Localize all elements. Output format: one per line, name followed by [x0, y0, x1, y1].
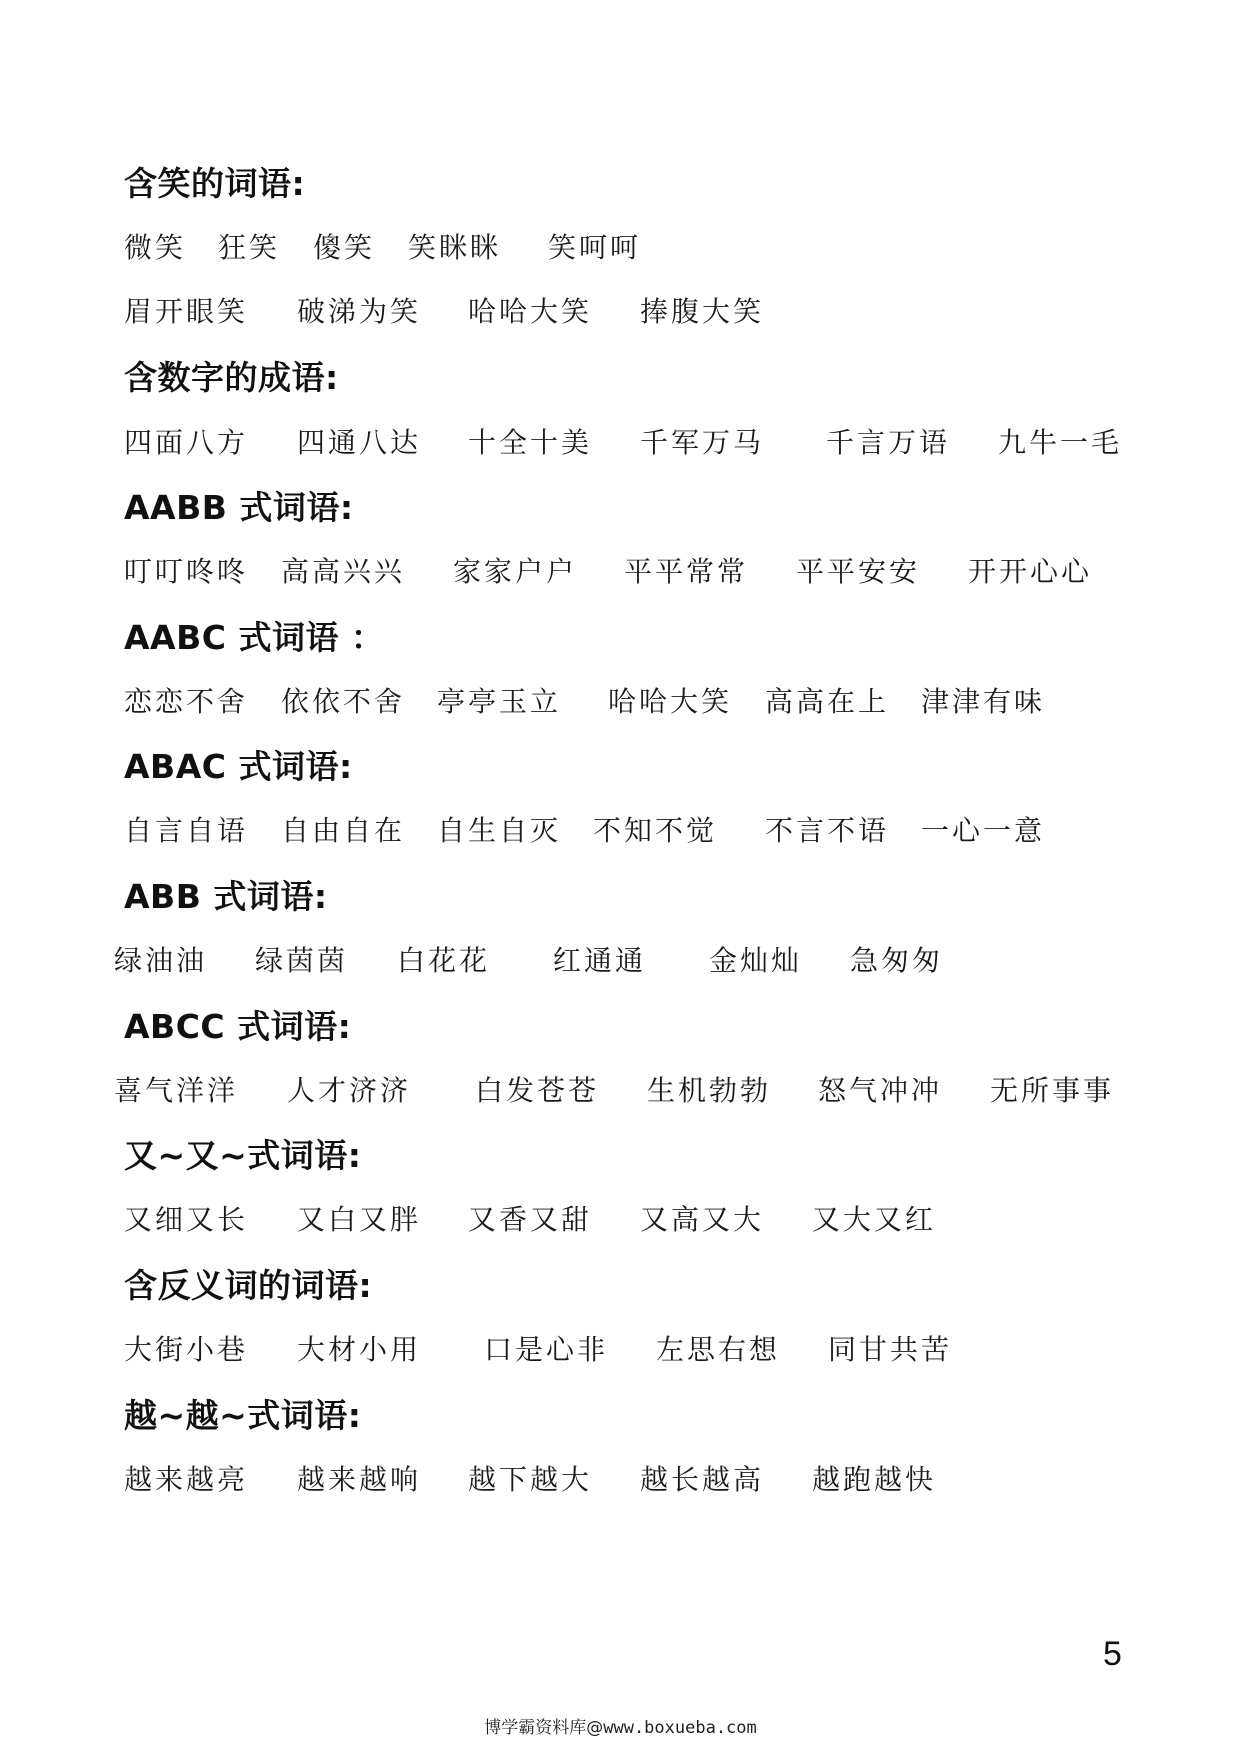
word-item: 又香又甜	[468, 1203, 593, 1236]
word-row	[0, 292, 1241, 332]
word-item: 左思右想	[656, 1333, 781, 1366]
word-item: 恋恋不舍	[124, 685, 249, 718]
word-item: 越长越高	[640, 1463, 765, 1496]
word-item: 白花花	[397, 944, 491, 977]
word-item: 越下越大	[468, 1463, 593, 1496]
word-row	[0, 941, 1241, 981]
word-item: 破涕为笑	[297, 295, 422, 328]
section-heading-yue-yue: 越~越~式词语:	[124, 1396, 362, 1435]
word-item: 越跑越快	[812, 1463, 937, 1496]
word-item: 九牛一毛	[998, 426, 1123, 459]
footer	[0, 1716, 1241, 1740]
word-item: 平平安安	[796, 555, 921, 588]
word-item: 自言自语	[124, 814, 249, 847]
word-item: 四面八方	[124, 426, 249, 459]
word-row	[0, 1071, 1241, 1111]
section-heading-abcc: ABCC 式词语:	[124, 1007, 352, 1046]
section-heading-aabc: AABC 式词语 ：	[124, 618, 385, 657]
word-item: 怒气冲冲	[818, 1074, 943, 1107]
section-heading-number-idioms: 含数字的成语:	[124, 358, 339, 397]
word-item: 口是心非	[484, 1333, 609, 1366]
word-item: 绿油油	[114, 944, 208, 977]
word-row	[0, 682, 1241, 722]
word-item: 叮叮咚咚	[124, 555, 249, 588]
footer-site-name: 博学霸资料库@	[484, 1718, 604, 1738]
word-item: 哈哈大笑	[468, 295, 593, 328]
word-item: 红通通	[553, 944, 647, 977]
word-item: 急匆匆	[850, 944, 944, 977]
section-heading-abb: ABB 式词语:	[124, 877, 328, 916]
word-item: 依依不舍	[281, 685, 406, 718]
word-item: 无所事事	[990, 1074, 1115, 1107]
section-heading-aabb: AABB 式词语:	[124, 488, 354, 527]
page-number: 5	[1103, 1635, 1122, 1673]
word-item: 十全十美	[468, 426, 593, 459]
word-item: 喜气洋洋	[114, 1074, 239, 1107]
word-row	[0, 811, 1241, 851]
section-heading-antonym-words: 含反义词的词语:	[124, 1266, 373, 1305]
word-item: 高高兴兴	[281, 555, 406, 588]
word-item: 自由自在	[281, 814, 406, 847]
word-item: 自生自灭	[437, 814, 562, 847]
word-row	[0, 1460, 1241, 1500]
word-row	[0, 228, 1241, 268]
word-item: 捧腹大笑	[640, 295, 765, 328]
word-item: 人才济济	[287, 1074, 412, 1107]
word-item: 狂笑	[218, 231, 281, 264]
word-row	[0, 1330, 1241, 1370]
word-item: 平平常常	[624, 555, 749, 588]
word-item: 不言不语	[765, 814, 890, 847]
word-item: 千言万语	[826, 426, 951, 459]
footer-url[interactable]: www.boxueba.com	[603, 1718, 757, 1738]
word-item: 四通八达	[297, 426, 422, 459]
word-item: 又细又长	[124, 1203, 249, 1236]
word-item: 笑眯眯	[408, 231, 502, 264]
word-item: 金灿灿	[709, 944, 803, 977]
section-heading-abac: ABAC 式词语:	[124, 747, 353, 786]
word-item: 笑呵呵	[548, 231, 642, 264]
word-item: 又大又红	[812, 1203, 937, 1236]
word-row	[0, 423, 1241, 463]
word-item: 家家户户	[453, 555, 578, 588]
word-item: 大街小巷	[124, 1333, 249, 1366]
word-item: 绿茵茵	[255, 944, 349, 977]
word-item: 不知不觉	[593, 814, 718, 847]
word-item: 高高在上	[765, 685, 890, 718]
word-item: 千军万马	[640, 426, 765, 459]
word-item: 同甘共苦	[828, 1333, 953, 1366]
word-item: 傻笑	[313, 231, 376, 264]
word-item: 开开心心	[968, 555, 1093, 588]
word-row	[0, 1200, 1241, 1240]
section-heading-you-you: 又~又~式词语:	[124, 1136, 362, 1175]
word-item: 越来越响	[297, 1463, 422, 1496]
word-item: 眉开眼笑	[124, 295, 249, 328]
word-item: 一心一意	[921, 814, 1046, 847]
word-item: 又白又胖	[297, 1203, 422, 1236]
word-item: 生机勃勃	[647, 1074, 772, 1107]
word-item: 又高又大	[640, 1203, 765, 1236]
section-heading-smile-words: 含笑的词语:	[124, 164, 306, 203]
word-item: 大材小用	[297, 1333, 422, 1366]
word-item: 津津有味	[921, 685, 1046, 718]
word-item: 越来越亮	[124, 1463, 249, 1496]
word-item: 白发苍苍	[475, 1074, 600, 1107]
word-item: 亭亭玉立	[437, 685, 562, 718]
word-item: 微笑	[124, 231, 187, 264]
word-row	[0, 552, 1241, 592]
word-item: 哈哈大笑	[608, 685, 733, 718]
